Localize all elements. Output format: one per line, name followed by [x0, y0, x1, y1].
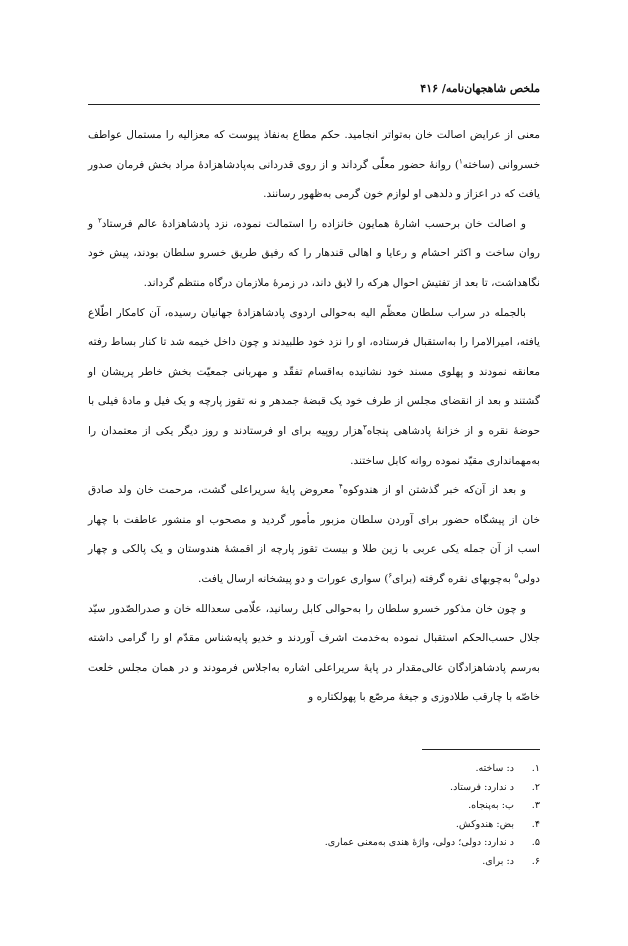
footnote-5: ۵. د ندارد: دولی؛ دولی، واژهٔ هندی به‌معنی عماری. [324, 837, 540, 849]
paragraph-2: و اصالت خان برحسب اشارهٔ همایون خانزاده را استمالت نموده، نزد پادشاهزادهٔ عالم فرستاد$^۲$ و روان ساخت و اکثر احشام و رعایا و اهالی قندهار را که رفیق طریق خسرو سلطان بودند، پیش خود نگاهداشت، تا بعد از تفتیش احوال هرکه را لایق داند، در زمرهٔ ملازمان درگاه منتظم گرداند. [88, 216, 540, 289]
paragraph-1: معنی از عرایض اصالت خان به‌تواتر انجامید. حکم مطاع به‌نفاذ پیوست که معزالیه را مستمال عواطف خسروانی (ساخته$^۱$) روانهٔ حضور معلّی گرداند و از روی قدردانی به‌پادشاهزادهٔ مراد بخش فرمان صدور یافت که در اعزاز و دلدهی او لوازم خون گرمی به‌ظهور رسانند. [88, 129, 540, 201]
footnote-1: ۱. د: ساخته. [475, 763, 540, 774]
running-header: ملخص شاهجهان‌نامه/ ۴۱۶ [420, 82, 540, 95]
paragraph-5: و چون خان مذکور خسرو سلطان را به‌حوالی کابل رسانید، علّامی سعدالله خان و صدرالصّدور سیّد جلال حسب‌الحکم استقبال نموده به‌خدمت اشرف آوردند و خدیو پایه‌شناس مقدّم او را گرامی داشته به‌رسم پادشاهزادگان عالی‌مقدار در پایهٔ سریراعلی اشاره به‌اجلاس فرمودند و در همان مجلس خلعت خاصّه با چارقب طلادوزی و جیغهٔ مرصّع با پهولکتاره و [88, 602, 540, 704]
footnote-ref-4: ۴ [339, 482, 343, 491]
footnote-4: ۴. بض: هندوکش. [455, 818, 540, 830]
paragraph-3: بالجمله در سراب سلطان معظّم الیه به‌حوالی اردوی پادشاهزادهٔ جهانیان رسیده، آن کامکار اطّلاع یافته، امیرالامرا را به‌استقبال فرستاده، او را نزد خود طلبیدند و چون داخل خیمه شد تا کنار بساط رفته معانقه نمودند و پهلوی مسند خود نشانیده به‌اقسام تفقّد و مهربانی جمعیّت بخش خاطر پریشان او گشتند و بعد از انقضای مجلس از طرف خود یک قبضهٔ جمدهر و نه تقوز پارچه و یک فیل و مادهٔ فیلی با حوضهٔ نقره و از خزانهٔ پادشاهی پنجاه$^۳$هزار روپیه برای او فرستادند و روز دیگر یکی از معتمدان را به‌مهمانداری مقیّد نموده روانه کابل ساختند. [88, 306, 541, 467]
header-divider [88, 104, 540, 105]
footnote-6: ۶. د: برای. [482, 855, 540, 867]
main-text [88, 121, 540, 713]
footnote-ref-1: ۱ [459, 157, 463, 166]
footnote-divider [422, 749, 540, 750]
footnote-2: ۲. د ندارد: فرستاد. [450, 781, 540, 793]
paragraph-4: و بعد از آن‌که خبر گذشتن او از هندوکوه$^۴$ معروض پایهٔ سریراعلی گشت، مرحمت خان ولد صادق خان از پیشگاه حضور برای آوردن سلطان مزبور مأمور گردید و مصحوب او منشور عاطفت با چهار اسب از آن جمله یکی عربی با زین طلا و بیست تقوز پارچه از اقمشهٔ هندوستان و یک پالکی و چهار دولی$^۵$ به‌چوبهای نقره گرفته (برای$^۶$) سواری عورات و دو پیشخانه ارسال یافت. [88, 482, 540, 585]
footnote-ref-2: ۲ [97, 216, 102, 225]
footnote-ref-6: ۶ [388, 571, 393, 580]
footnote-ref-5: ۵ [514, 571, 519, 580]
footnote-ref-3: ۳ [363, 423, 367, 432]
footnote-3: ۳. ب: به‌پنجاه. [468, 800, 540, 812]
footnotes [88, 760, 540, 872]
